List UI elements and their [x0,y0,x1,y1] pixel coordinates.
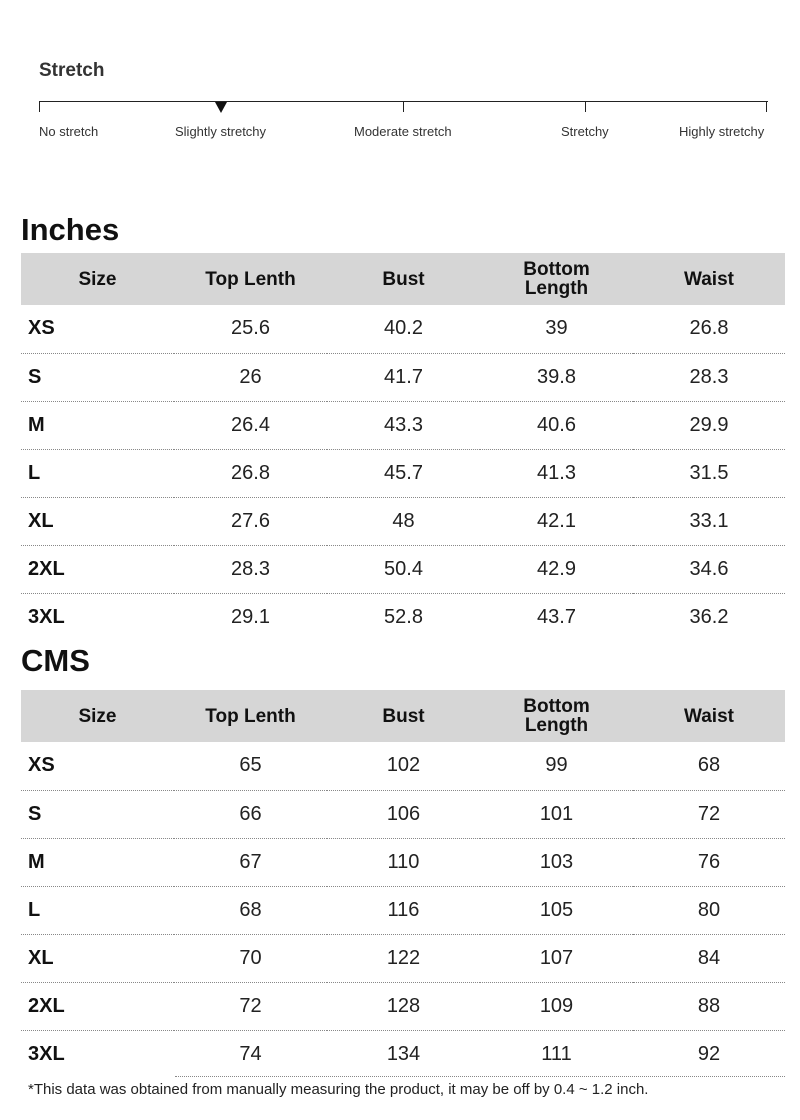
cell-top-length: 29.1 [231,605,270,628]
cell-top-length: 74 [239,1042,262,1065]
header-bottom-length [480,253,633,305]
cell-size: L [21,449,174,497]
cell-top-length: 28.3 [174,545,327,593]
cell-bottom-length: 42.1 [480,497,633,545]
cell-bottom-length: 105 [480,886,633,934]
cell-top-length: 70 [174,934,327,982]
cell-size: XL [21,934,174,982]
cell-waist: 36.2 [689,605,729,628]
table-row [21,1030,785,1078]
cell-top-length: 65 [174,742,327,790]
cell-size: M [21,401,174,449]
stretch-label-high: Highly stretchy [679,124,765,139]
cell-bust: 102 [327,742,480,790]
cell-size: 2XL [21,545,174,593]
cell-size: S [21,790,174,838]
table-header-row [21,690,785,742]
table-row [21,497,785,545]
table-header-row [21,253,785,305]
cell-bust: 122 [327,934,480,982]
table-row [21,886,785,934]
table-row [21,449,785,497]
cell-bottom-length: 99 [480,742,633,790]
header-bust: Bust [382,268,425,290]
cell-bust: 48 [327,497,480,545]
cell-bottom-length: 107 [480,934,633,982]
cell-top-length: 26.8 [174,449,327,497]
scale-tick [39,101,40,112]
cell-waist: 26.8 [633,305,785,353]
cell-bottom-length: 43.7 [537,605,576,628]
cell-bottom-length: 40.6 [480,401,633,449]
header-bottom-line1: Bottom [523,259,590,280]
cell-bust: 40.2 [327,305,480,353]
header-top-length: Top Lenth [205,705,296,727]
cell-bust: 116 [327,886,480,934]
table-row [21,934,785,982]
measurement-note: *This data was obtained from manually measuring the product, it may be off by 0.4 ~ 1.2 inch. [28,1081,649,1098]
stretch-label-none: No stretch [39,124,99,139]
table-row [21,353,785,401]
cell-waist: 28.3 [633,353,785,401]
cell-top-length: 72 [174,982,327,1030]
inches-title: Inches [21,212,120,247]
table-row [21,545,785,593]
table-row [21,401,785,449]
cell-waist: 72 [633,790,785,838]
header-size: Size [78,268,117,290]
table-row [21,742,785,790]
cell-bottom-length: 111 [541,1042,572,1065]
header-bottom-length [480,690,633,742]
table-row [21,982,785,1030]
cell-top-length: 67 [174,838,327,886]
table-row [21,790,785,838]
header-waist: Waist [684,268,734,290]
cell-size: XL [21,497,174,545]
table-row [21,593,785,641]
stretch-label-slight: Slightly stretchy [175,124,267,139]
table-row [21,305,785,353]
cell-waist: 31.5 [633,449,785,497]
inches-table [21,253,785,641]
cell-bottom-length: 39 [480,305,633,353]
cell-size: 2XL [21,982,174,1030]
cell-waist: 68 [633,742,785,790]
cell-bust: 52.8 [384,605,423,628]
cell-top-length: 66 [174,790,327,838]
cms-title: CMS [21,643,90,678]
cell-bottom-length: 103 [480,838,633,886]
header-bottom-line2: Length [524,278,589,299]
scale-tick [585,101,586,112]
header-waist: Waist [684,705,734,727]
cell-waist: 33.1 [633,497,785,545]
cell-waist: 92 [697,1042,721,1065]
cell-size: 3XL [28,605,65,628]
cell-waist: 80 [633,886,785,934]
cell-bust: 128 [327,982,480,1030]
cell-top-length: 26 [174,353,327,401]
cell-top-length: 25.6 [174,305,327,353]
cell-top-length: 26.4 [174,401,327,449]
header-size: Size [78,705,117,727]
cell-bust: 43.3 [327,401,480,449]
cell-bust: 106 [327,790,480,838]
cms-table [21,690,785,1078]
scale-tick [766,101,767,112]
cell-size: L [21,886,174,934]
header-bust: Bust [382,705,425,727]
stretch-label-stretchy: Stretchy [561,124,609,139]
cell-top-length: 68 [174,886,327,934]
cell-waist: 88 [633,982,785,1030]
header-bottom-line2: Length [524,715,589,736]
cell-size: XS [21,742,174,790]
stretch-label-moderate: Moderate stretch [354,124,452,139]
cell-bottom-length: 39.8 [480,353,633,401]
cell-waist: 84 [633,934,785,982]
footer-divider [175,1076,785,1077]
stretch-title: Stretch [39,60,105,81]
cell-waist: 29.9 [633,401,785,449]
cell-size: 3XL [28,1042,65,1065]
cell-bottom-length: 42.9 [480,545,633,593]
cell-bottom-length: 101 [480,790,633,838]
scale-tick [403,101,404,112]
cell-bust: 45.7 [327,449,480,497]
cell-bottom-length: 109 [480,982,633,1030]
cell-bottom-length: 41.3 [480,449,633,497]
cell-bust: 134 [386,1042,421,1065]
stretch-marker-icon [215,102,227,113]
header-top-length: Top Lenth [205,268,296,290]
cell-waist: 76 [633,838,785,886]
cell-top-length: 27.6 [174,497,327,545]
stretch-scale [39,92,768,122]
cell-bust: 110 [327,838,480,886]
cell-waist: 34.6 [633,545,785,593]
cell-bust: 41.7 [327,353,480,401]
table-row [21,838,785,886]
cell-size: XS [21,305,174,353]
cell-size: S [21,353,174,401]
cell-bust: 50.4 [327,545,480,593]
header-bottom-line1: Bottom [523,696,590,717]
cell-size: M [21,838,174,886]
